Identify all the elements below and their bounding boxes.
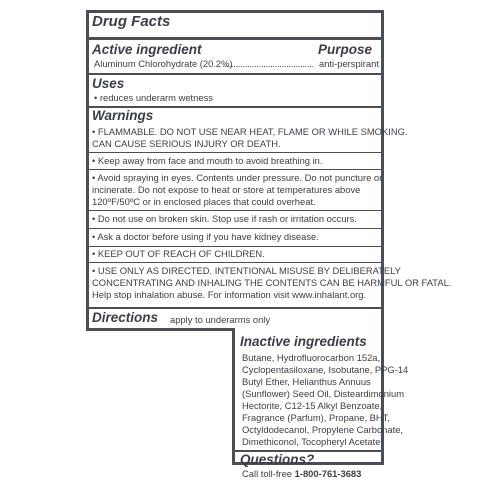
inactive-line: Fragrance (Parfum), Propane, BHT, (242, 412, 390, 423)
phone-number: 1-800-761-3683 (294, 468, 362, 479)
warning-line: 120ºF/50ºC or in enclosed places that could overheat. (92, 196, 316, 207)
active-ingredient-heading: Active ingredient (92, 42, 202, 57)
warning-line: incinerate. Do not expose to heat or store at temperatures above (92, 184, 361, 195)
inactive-line: Butane, Hydrofluorocarbon 152a, (242, 352, 381, 363)
warning-line: • FLAMMABLE. DO NOT USE NEAR HEAT, FLAME OR WHILE SMOKING. (92, 126, 408, 137)
leader-dots: ....................................... (224, 58, 314, 69)
warning-line: CAN CAUSE SERIOUS INJURY OR DEATH. (92, 138, 281, 149)
warning-divider (89, 169, 381, 170)
inactive-line: Dimethiconol, Tocopheryl Acetate (242, 436, 381, 447)
warning-divider (89, 210, 381, 211)
uses-item: • reduces underarm wetness (94, 92, 213, 103)
warning-line: • Ask a doctor before using if you have kidney disease. (92, 231, 319, 242)
drug-facts-title: Drug Facts (92, 13, 171, 30)
warning-line: • USE ONLY AS DIRECTED. INTENTIONAL MISUSE BY DELIBERATELY (92, 265, 401, 276)
warnings-divider (89, 307, 381, 309)
inactive-line: Hectorite, C12-15 Alkyl Benzoate, (242, 400, 383, 411)
inactive-heading: Inactive ingredients (240, 334, 367, 349)
warning-divider (89, 152, 381, 153)
warning-line: • Do not use on broken skin. Stop use if rash or irritation occurs. (92, 213, 357, 224)
directions-text: apply to underarms only (170, 314, 271, 325)
warning-line: • Avoid spraying in eyes. Contents under pressure. Do not puncture or (92, 172, 383, 183)
warning-line: • KEEP OUT OF REACH OF CHILDREN. (92, 248, 265, 259)
purpose-text: anti-perspirant (319, 58, 379, 69)
inactive-line: Octyldodecanol, Propylene Carbonate, (242, 424, 404, 435)
inactive-line: Butyl Ether, Helianthus Annuus (242, 376, 371, 387)
active-divider (89, 73, 381, 75)
uses-heading: Uses (92, 76, 125, 91)
inactive-line: (Sunflower) Seed Oil, Disteardimonium (242, 388, 405, 399)
warning-line: Help stop inhalation abuse. For information visit www.inhalant.org. (92, 289, 367, 300)
title-divider (89, 37, 381, 40)
questions-line (242, 468, 361, 480)
warnings-heading: Warnings (92, 108, 154, 123)
call-label: Call toll-free (242, 468, 293, 479)
directions-heading: Directions (92, 310, 159, 325)
warning-divider (89, 228, 381, 229)
active-ingredient-name: Aluminum Chlorohydrate (20.2%) (94, 58, 233, 69)
directions-bottom-border (86, 328, 235, 331)
warning-divider (89, 262, 381, 263)
warning-divider (89, 246, 381, 247)
warning-line: • Keep away from face and mouth to avoid breathing in. (92, 155, 323, 166)
questions-heading: Questions? (240, 452, 315, 467)
inactive-line: Cyclopentasiloxane, Isobutane, PPG-14 (242, 364, 409, 375)
purpose-heading: Purpose (318, 42, 373, 57)
warning-line: CONCENTRATING AND INHALING THE CONTENTS CAN BE HARMFUL OR FATAL. (92, 277, 452, 288)
